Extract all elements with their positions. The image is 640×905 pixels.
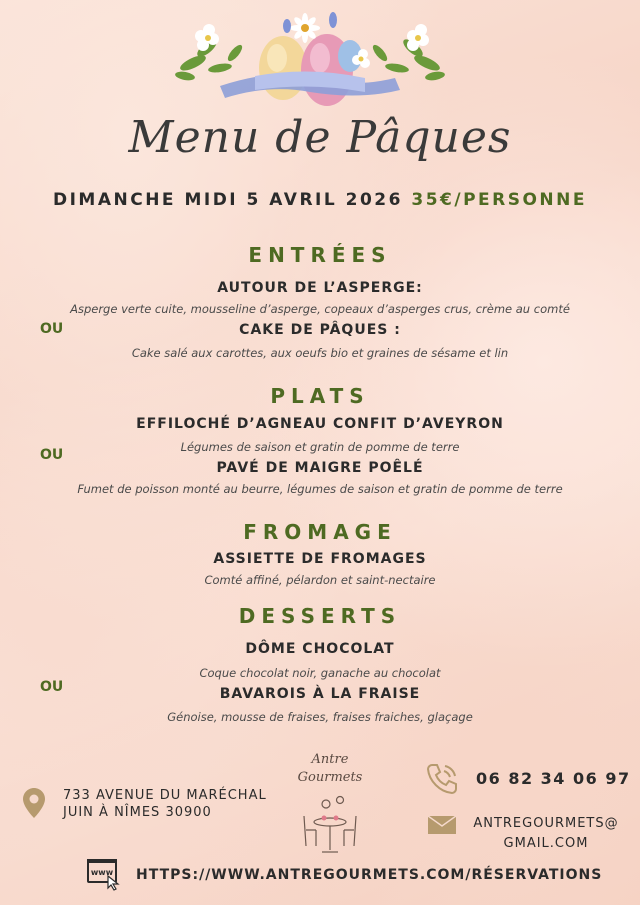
phone-number[interactable]: 06 82 34 06 97 <box>476 769 631 788</box>
desc-fromages: Comté affiné, pélardon et saint-nectaire <box>204 573 436 587</box>
cursor-icon <box>107 875 121 891</box>
email-line-2[interactable]: GMAIL.COM <box>503 836 589 851</box>
dish-maigre: PAVÉ DE MAIGRE POÊLÉ <box>216 460 424 476</box>
desc-bavarois: Génoise, mousse de fraises, fraises fraiches, glaçage <box>167 710 473 724</box>
dish-dome-chocolat: DÔME CHOCOLAT <box>245 641 395 657</box>
ou-label: OU <box>40 447 64 463</box>
antre-gourmets-logo <box>292 752 368 860</box>
www-label: www <box>90 868 114 877</box>
reservation-url[interactable]: HTTPS://WWW.ANTREGOURMETS.COM/RÉSERVATIONS <box>136 867 603 883</box>
section-title-desserts: DESSERTS <box>238 604 402 628</box>
easter-eggs-illustration <box>165 8 455 113</box>
email-line-1[interactable]: ANTREGOURMETS@ <box>473 816 619 831</box>
price: 35€/PERSONNE <box>411 190 587 210</box>
ou-label: OU <box>40 679 64 695</box>
dish-cake-paques: CAKE DE PÂQUES : <box>239 322 401 338</box>
date-price-line <box>0 190 640 210</box>
desc-maigre: Fumet de poisson monté au beurre, légumes de saison et gratin de pomme de terre <box>77 482 563 496</box>
ou-label: OU <box>40 321 64 337</box>
desc-dome-chocolat: Coque chocolat noir, ganache au chocolat <box>199 666 441 680</box>
website-icon <box>87 859 121 893</box>
section-title-entrees: ENTRÉES <box>248 243 392 267</box>
section-title-fromage: FROMAGE <box>243 520 397 544</box>
address-line-2: JUIN À NÎMES 30900 <box>63 805 212 820</box>
desc-asperge: Asperge verte cuite, mousseline d’asperge, copeaux d’asperges crus, crème au comté <box>70 302 570 316</box>
phone-icon <box>425 762 459 796</box>
dish-bavarois: BAVAROIS À LA FRAISE <box>219 686 421 702</box>
dish-asperge: AUTOUR DE L’ASPERGE: <box>217 280 423 296</box>
section-title-plats: PLATS <box>270 384 370 408</box>
menu-title: Menu de Pâques <box>128 112 512 163</box>
desc-agneau: Légumes de saison et gratin de pomme de terre <box>180 440 460 454</box>
address-line-1: 733 AVENUE DU MARÉCHAL <box>63 788 267 803</box>
bistro-table-icon <box>296 794 364 856</box>
dish-fromages: ASSIETTE DE FROMAGES <box>213 551 427 567</box>
mail-icon <box>428 816 456 834</box>
location-pin-icon <box>23 788 45 818</box>
dish-agneau: EFFILOCHÉ D’AGNEAU CONFIT D’AVEYRON <box>136 416 504 432</box>
logo-text-antre: Antre <box>311 752 349 767</box>
desc-cake-paques: Cake salé aux carottes, aux oeufs bio et graines de sésame et lin <box>131 346 509 360</box>
logo-text-gourmets: Gourmets <box>297 770 363 785</box>
event-date: DIMANCHE MIDI 5 AVRIL 2026 <box>52 190 403 210</box>
